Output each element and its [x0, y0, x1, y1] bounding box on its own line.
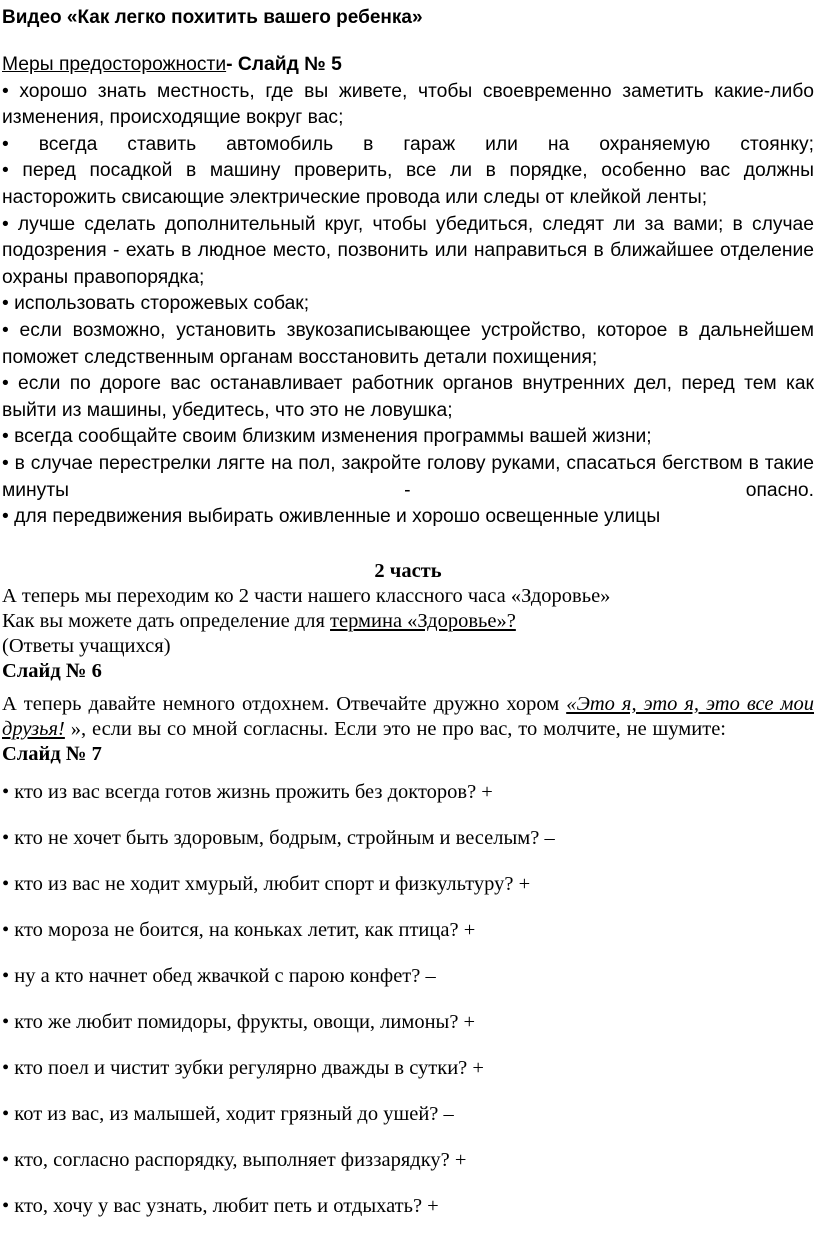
question-item: • кто, согласно распорядку, выполняет физзарядку? + — [2, 1148, 467, 1171]
question-item: • кто, хочу у вас узнать, любит петь и отдыхать? + — [2, 1194, 439, 1217]
definition-question-text: Как вы можете дать определение для — [2, 609, 331, 632]
document-title: Видео «Как легко похитить вашего ребенка» — [2, 7, 423, 28]
slide6-label: Слайд № 6 — [2, 659, 102, 682]
part2-intro-line: А теперь мы переходим ко 2 части нашего классного часа «Здоровье» — [2, 584, 611, 607]
list-item: • всегда ставить автомобиль в гараж или на охраняемую стоянку; — [2, 133, 814, 155]
precautions-heading-link[interactable]: Меры предосторожности — [2, 54, 227, 75]
question-item: • кто мороза не боится, на коньках летит, как птица? + — [2, 918, 476, 941]
section1-heading — [2, 52, 814, 79]
chorus-phrase-link[interactable]: «Это я, это я, это все мои друзья! — [2, 692, 815, 740]
questions-list — [2, 779, 814, 1219]
question-item: • ну а кто начнет обед жвачкой с парою конфет? – — [2, 964, 436, 987]
list-item: • использовать сторожевых собак; — [2, 293, 310, 315]
part2-heading: 2 часть — [374, 559, 442, 582]
slide5-label: - Слайд № 5 — [226, 54, 342, 75]
game-intro — [2, 692, 814, 767]
health-term-link[interactable]: термина «Здоровье»? — [330, 609, 516, 632]
list-item: • перед посадкой в машину проверить, все ли в порядке, особенно вас должны насторожить свисающие электрические провода или следы от клейкой ленты; — [2, 160, 814, 208]
definition-question — [2, 609, 814, 634]
students-answers-note: (Ответы учащихся) — [2, 634, 171, 657]
slide7-label: Слайд № 7 — [2, 742, 102, 765]
question-item: • кот из вас, из малышей, ходит грязный до ушей? – — [2, 1102, 454, 1125]
precautions-list — [2, 79, 814, 531]
list-item: • хорошо знать местность, где вы живете, чтобы своевременно заметить какие-либо изменения, происходящие вокруг вас; — [2, 80, 814, 129]
list-item: • лучше сделать дополнительный круг, чтобы убедиться, следят ли за вами; в случае подозрения - ехать в людное место, позвонить или направиться в ближайшее отделение охраны правопорядка; — [2, 213, 814, 288]
list-item: • в случае перестрелки лягте на пол, закройте голову руками, спасаться бегством в такие минуты - опасно. — [2, 452, 814, 501]
question-item: • кто не хочет быть здоровым, бодрым, стройным и веселым? – — [2, 826, 555, 849]
question-item: • кто же любит помидоры, фрукты, овощи, лимоны? + — [2, 1010, 476, 1033]
question-item: • кто поел и чистит зубки регулярно дважды в сутки? + — [2, 1056, 484, 1079]
game-intro-text: А теперь давайте немного отдохнем. Отвечайте дружно хором — [2, 692, 567, 715]
question-item: • кто из вас не ходит хмурый, любит спорт и физкультуру? + — [2, 872, 531, 895]
list-item: • для передвижения выбирать оживленные и хорошо освещенные улицы — [2, 506, 661, 528]
question-item: • кто из вас всегда готов жизнь прожить без докторов? + — [2, 780, 493, 803]
list-item: • всегда сообщайте своим близким изменения программы вашей жизни; — [2, 426, 652, 448]
list-item: • если возможно, установить звукозаписывающее устройство, которое в дальнейшем поможет следственным органам восстановить детали похищения; — [2, 319, 814, 368]
game-intro-rest: », если вы со мной согласны. Если это не про вас, то молчите, не шумите: — [64, 717, 726, 740]
list-item: • если по дороге вас останавливает работник органов внутренних дел, перед тем как выйти из машины, убедитесь, что это не ловушка; — [2, 373, 814, 421]
